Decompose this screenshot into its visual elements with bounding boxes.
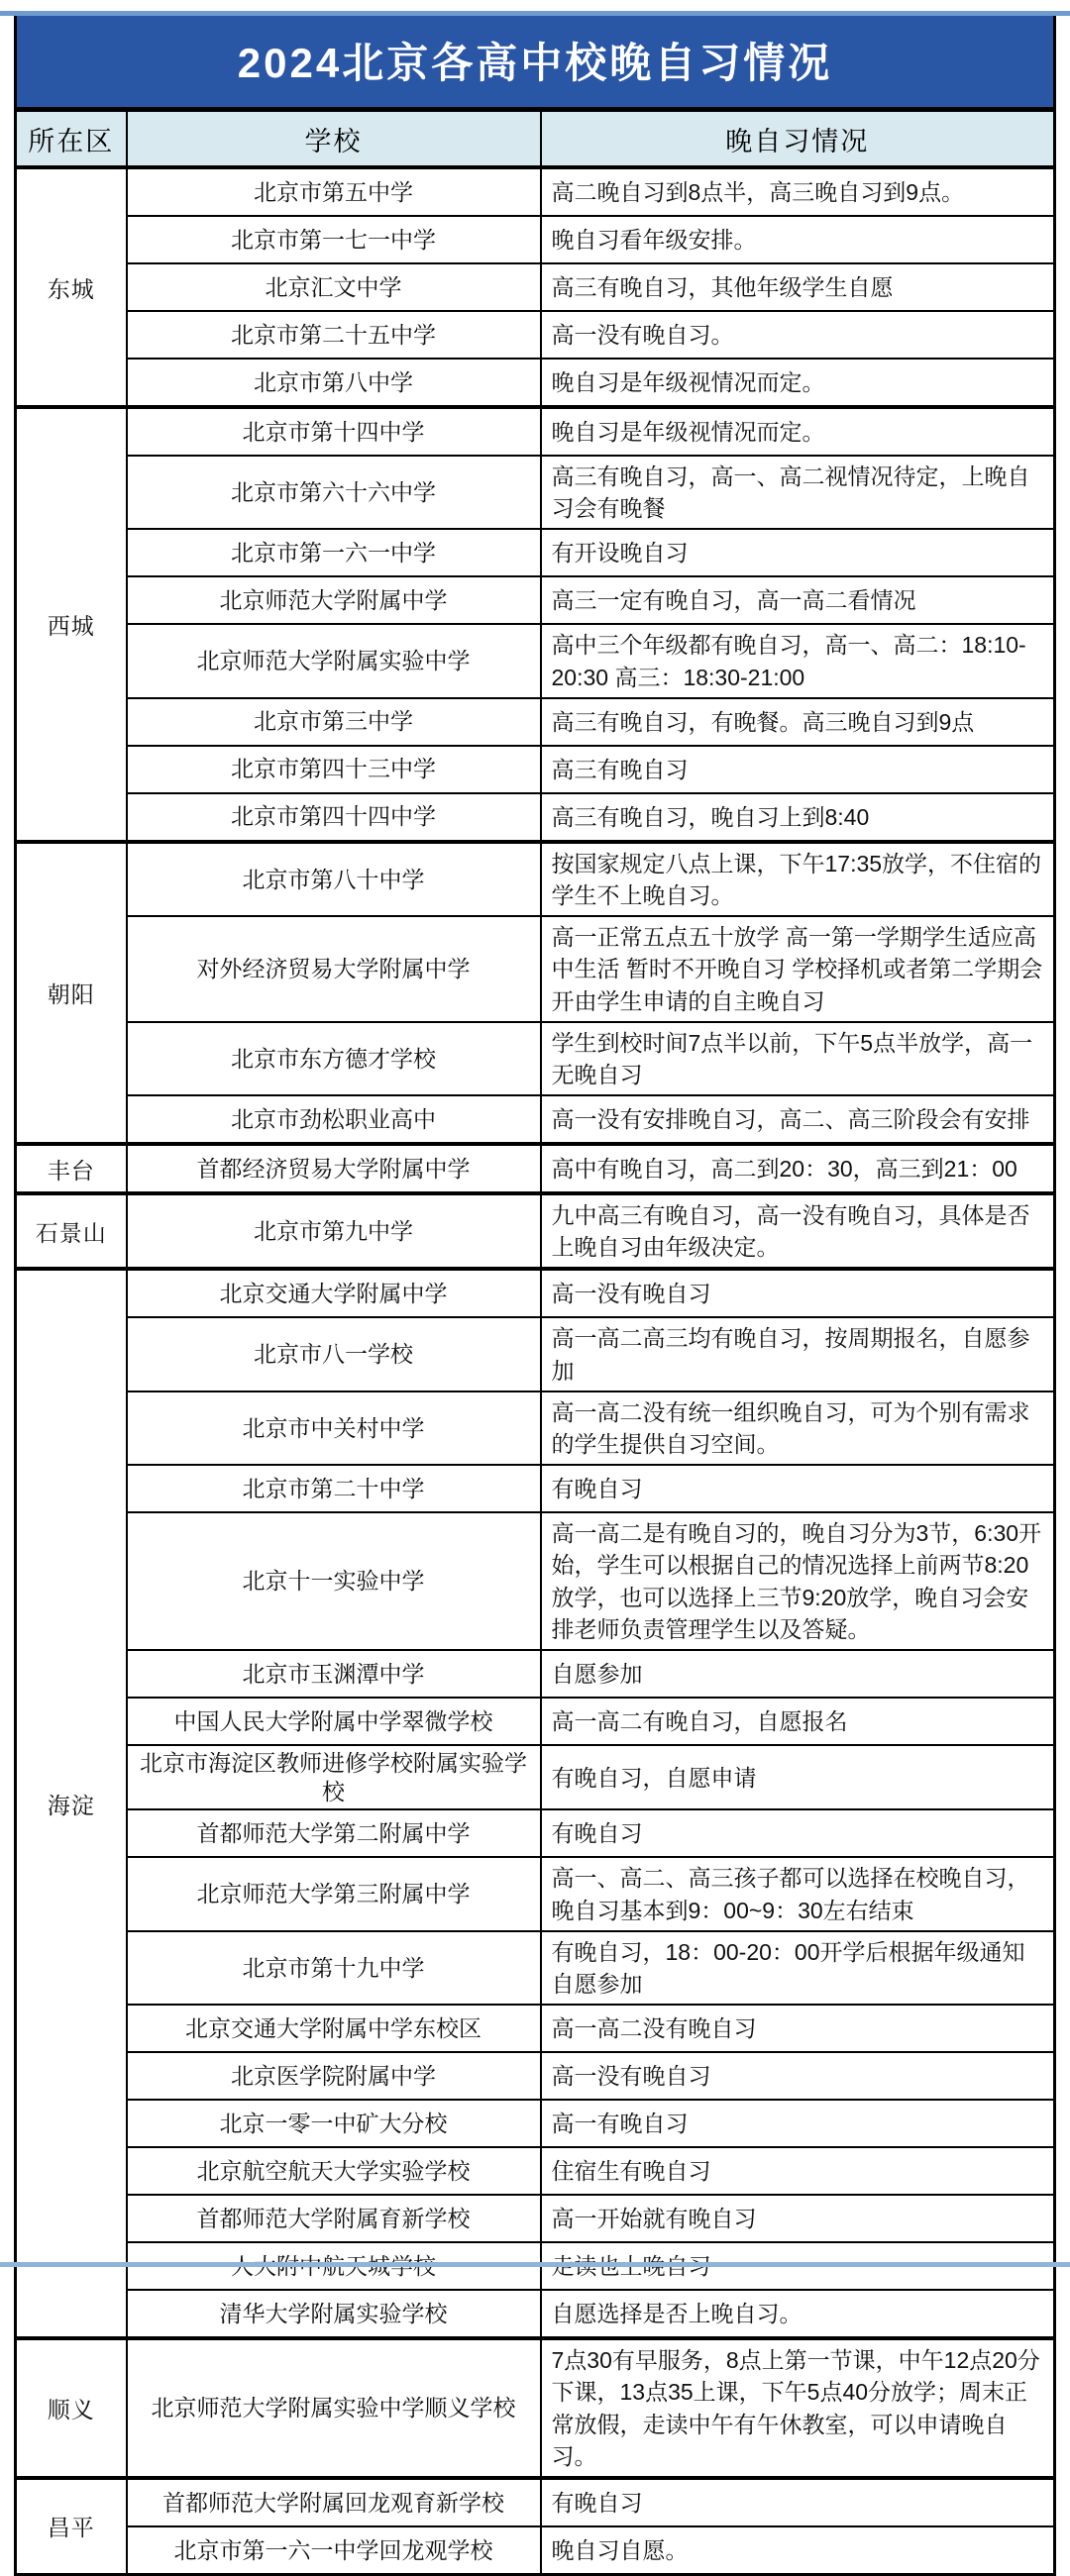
table-row: [16, 1022, 1055, 1095]
school-cell: 北京市东方德才学校: [127, 1022, 541, 1095]
table-row: [16, 1698, 1055, 1745]
school-cell: 北京市第一七一中学: [127, 216, 541, 263]
school-cell: 北京市第四十三中学: [127, 746, 541, 793]
table-row: [16, 1745, 1055, 1810]
table-row: [16, 1931, 1055, 2005]
school-cell: 北京市第六十六中学: [127, 456, 541, 529]
table-row: [16, 916, 1055, 1022]
info-cell: 晚自习是年级视情况而定。: [541, 407, 1055, 456]
school-cell: 北京交通大学附属中学: [127, 1269, 541, 1317]
info-cell: 学生到校时间7点半以前，下午5点半放学，高一无晚自习: [541, 1022, 1055, 1095]
info-cell: 自愿选择是否上晚自习。: [541, 2290, 1055, 2338]
table-row: [16, 1144, 1055, 1193]
school-cell: 北京市第十九中学: [127, 1931, 541, 2005]
table-row: [16, 1512, 1055, 1650]
table-row: [16, 2052, 1055, 2100]
header-row: [16, 111, 1055, 168]
table-row: [16, 1193, 1055, 1269]
info-cell: 高一高二是有晚自习的，晚自习分为3节，6:30开始，学生可以根据自己的情况选择上前两节8:20放学，也可以选择上三节9:20放学，晚自习会安排老师负责管理学生以及答疑。: [541, 1512, 1055, 1650]
school-cell: 北京市海淀区教师进修学校附属实验学校: [127, 1745, 541, 1810]
table-row: [16, 2338, 1055, 2478]
school-cell: 北京师范大学附属实验中学顺义学校: [127, 2338, 541, 2478]
district-cell: 海淀: [16, 1269, 127, 2338]
column-header-info: 晚自习情况: [541, 111, 1055, 168]
school-cell: 首都师范大学第二附属中学: [127, 1809, 541, 1857]
info-cell: 九中高三有晚自习，高一没有晚自习，具体是否上晚自习由年级决定。: [541, 1193, 1055, 1269]
table-row: [16, 2005, 1055, 2052]
info-cell: 高三一定有晚自习，高一高二看情况: [541, 576, 1055, 624]
table-row: [16, 1650, 1055, 1698]
school-cell: 北京市第三中学: [127, 698, 541, 746]
school-cell: 清华大学附属实验学校: [127, 2290, 541, 2338]
info-cell: 晚自习是年级视情况而定。: [541, 359, 1055, 407]
table-row: [16, 407, 1055, 456]
info-cell: 按国家规定八点上课，下午17:35放学，不住宿的学生不上晚自习。: [541, 842, 1055, 916]
info-cell: 高一有晚自习: [541, 2100, 1055, 2147]
table-row: [16, 624, 1055, 697]
info-cell: 晚自习看年级安排。: [541, 216, 1055, 263]
table-row: [16, 1391, 1055, 1465]
table-row: [16, 2100, 1055, 2147]
district-cell: 朝阳: [16, 842, 127, 1144]
info-cell: 高三有晚自习，有晚餐。高三晚自习到9点: [541, 698, 1055, 746]
info-cell: 高一正常五点五十放学 高一第一学期学生适应高中生活 暂时不开晚自习 学校择机或者第二学期会开由学生申请的自主晚自习: [541, 916, 1055, 1022]
table-row: [16, 311, 1055, 359]
school-cell: 对外经济贸易大学附属中学: [127, 916, 541, 1022]
table-card: [14, 11, 1056, 2576]
school-cell: 北京师范大学附属实验中学: [127, 624, 541, 697]
column-header-school: 学校: [127, 111, 541, 168]
info-cell: 高一开始就有晚自习: [541, 2195, 1055, 2242]
school-cell: 北京医学院附属中学: [127, 2052, 541, 2100]
school-cell: 首都师范大学附属育新学校: [127, 2195, 541, 2242]
info-cell: 有晚自习: [541, 1465, 1055, 1512]
table-row: [16, 1269, 1055, 1317]
info-cell: 高三有晚自习，高一、高二视情况待定，上晚自习会有晚餐: [541, 456, 1055, 529]
school-cell: 北京市中关村中学: [127, 1391, 541, 1465]
school-cell: 北京市第一六一中学: [127, 529, 541, 576]
table-row: [16, 263, 1055, 311]
table-row: [16, 793, 1055, 842]
table-row: [16, 1857, 1055, 1930]
table-row: [16, 167, 1055, 216]
school-cell: 北京一零一中矿大分校: [127, 2100, 541, 2147]
info-cell: 高中有晚自习，高二到20：30，高三到21：00: [541, 1144, 1055, 1193]
table-row: [16, 456, 1055, 529]
info-cell: 有开设晚自习: [541, 529, 1055, 576]
column-header-district: 所在区: [16, 111, 127, 168]
table-row: [16, 2290, 1055, 2338]
table-row: [16, 216, 1055, 263]
table-row: [16, 576, 1055, 624]
info-cell: 高一、高二、高三孩子都可以选择在校晚自习，晚自习基本到9：00~9：30左右结束: [541, 1857, 1055, 1930]
info-cell: 住宿生有晚自习: [541, 2147, 1055, 2195]
school-cell: 北京十一实验中学: [127, 1512, 541, 1650]
school-cell: 北京市第二十五中学: [127, 311, 541, 359]
table-row: [16, 529, 1055, 576]
info-cell: 高一没有安排晚自习，高二、高三阶段会有安排: [541, 1095, 1055, 1144]
table-row: [16, 1465, 1055, 1512]
info-cell: 高中三个年级都有晚自习，高一、高二：18:10-20:30 高三：18:30-21:00: [541, 624, 1055, 697]
info-cell: 高一没有晚自习: [541, 1269, 1055, 1317]
page-title: 2024北京各高中校晚自习情况: [14, 11, 1056, 109]
school-cell: 中国人民大学附属中学翠微学校: [127, 1698, 541, 1745]
bottom-edge-accent: [0, 2262, 1070, 2267]
school-cell: 北京市第二十中学: [127, 1465, 541, 1512]
table-row: [16, 746, 1055, 793]
info-cell: 自愿参加: [541, 1650, 1055, 1698]
district-cell: 顺义: [16, 2338, 127, 2478]
table-row: [16, 842, 1055, 916]
school-cell: 北京市第十四中学: [127, 407, 541, 456]
table-row: [16, 2147, 1055, 2195]
school-cell: 北京交通大学附属中学东校区: [127, 2005, 541, 2052]
info-cell: 有晚自习: [541, 1809, 1055, 1857]
info-cell: 高一没有晚自习: [541, 2052, 1055, 2100]
school-cell: 北京汇文中学: [127, 263, 541, 311]
table-row: [16, 359, 1055, 407]
top-edge-accent: [0, 11, 1070, 16]
info-cell: 高三有晚自习，其他年级学生自愿: [541, 263, 1055, 311]
district-cell: 石景山: [16, 1193, 127, 1269]
school-cell: 北京市第一六一中学回龙观学校: [127, 2526, 541, 2575]
evening-study-table: [14, 109, 1056, 2576]
info-cell: 高三有晚自习，晚自习上到8:40: [541, 793, 1055, 842]
info-cell: 有晚自习，18：00-20：00开学后根据年级通知自愿参加: [541, 1931, 1055, 2005]
table-row: [16, 1095, 1055, 1144]
table-row: [16, 2526, 1055, 2575]
school-cell: 北京市第四十四中学: [127, 793, 541, 842]
table-row: [16, 1809, 1055, 1857]
table-body: [16, 167, 1055, 2574]
info-cell: 高一高二没有晚自习: [541, 2005, 1055, 2052]
district-cell: 丰台: [16, 1144, 127, 1193]
info-cell: 高一高二高三均有晚自习，按周期报名，自愿参加: [541, 1317, 1055, 1391]
school-cell: 北京市劲松职业高中: [127, 1095, 541, 1144]
school-cell: 北京师范大学附属中学: [127, 576, 541, 624]
info-cell: 高二晚自习到8点半，高三晚自习到9点。: [541, 167, 1055, 216]
school-cell: 北京市八一学校: [127, 1317, 541, 1391]
district-cell: 西城: [16, 407, 127, 842]
info-cell: 高一没有晚自习。: [541, 311, 1055, 359]
school-cell: 北京市第八中学: [127, 359, 541, 407]
info-cell: 高一高二没有统一组织晚自习，可为个别有需求的学生提供自习空间。: [541, 1391, 1055, 1465]
school-cell: 首都经济贸易大学附属中学: [127, 1144, 541, 1193]
info-cell: 有晚自习，自愿申请: [541, 1745, 1055, 1810]
district-cell: 东城: [16, 167, 127, 407]
table-row: [16, 1317, 1055, 1391]
info-cell: 7点30有早服务，8点上第一节课，中午12点20分下课，13点35上课，下午5点40分放学；周末正常放假，走读中午有午休教室，可以申请晚自习。: [541, 2338, 1055, 2478]
school-cell: 北京市第五中学: [127, 167, 541, 216]
school-cell: 北京师范大学第三附属中学: [127, 1857, 541, 1930]
info-cell: 晚自习自愿。: [541, 2526, 1055, 2575]
info-cell: 高一高二有晚自习，自愿报名: [541, 1698, 1055, 1745]
info-cell: 有晚自习: [541, 2478, 1055, 2526]
table-row: [16, 2478, 1055, 2526]
district-cell: 昌平: [16, 2478, 127, 2575]
school-cell: 北京市玉渊潭中学: [127, 1650, 541, 1698]
school-cell: 北京市第八十中学: [127, 842, 541, 916]
school-cell: 北京市第九中学: [127, 1193, 541, 1269]
school-cell: 北京航空航天大学实验学校: [127, 2147, 541, 2195]
table-row: [16, 698, 1055, 746]
school-cell: 首都师范大学附属回龙观育新学校: [127, 2478, 541, 2526]
info-cell: 高三有晚自习: [541, 746, 1055, 793]
table-row: [16, 2195, 1055, 2242]
